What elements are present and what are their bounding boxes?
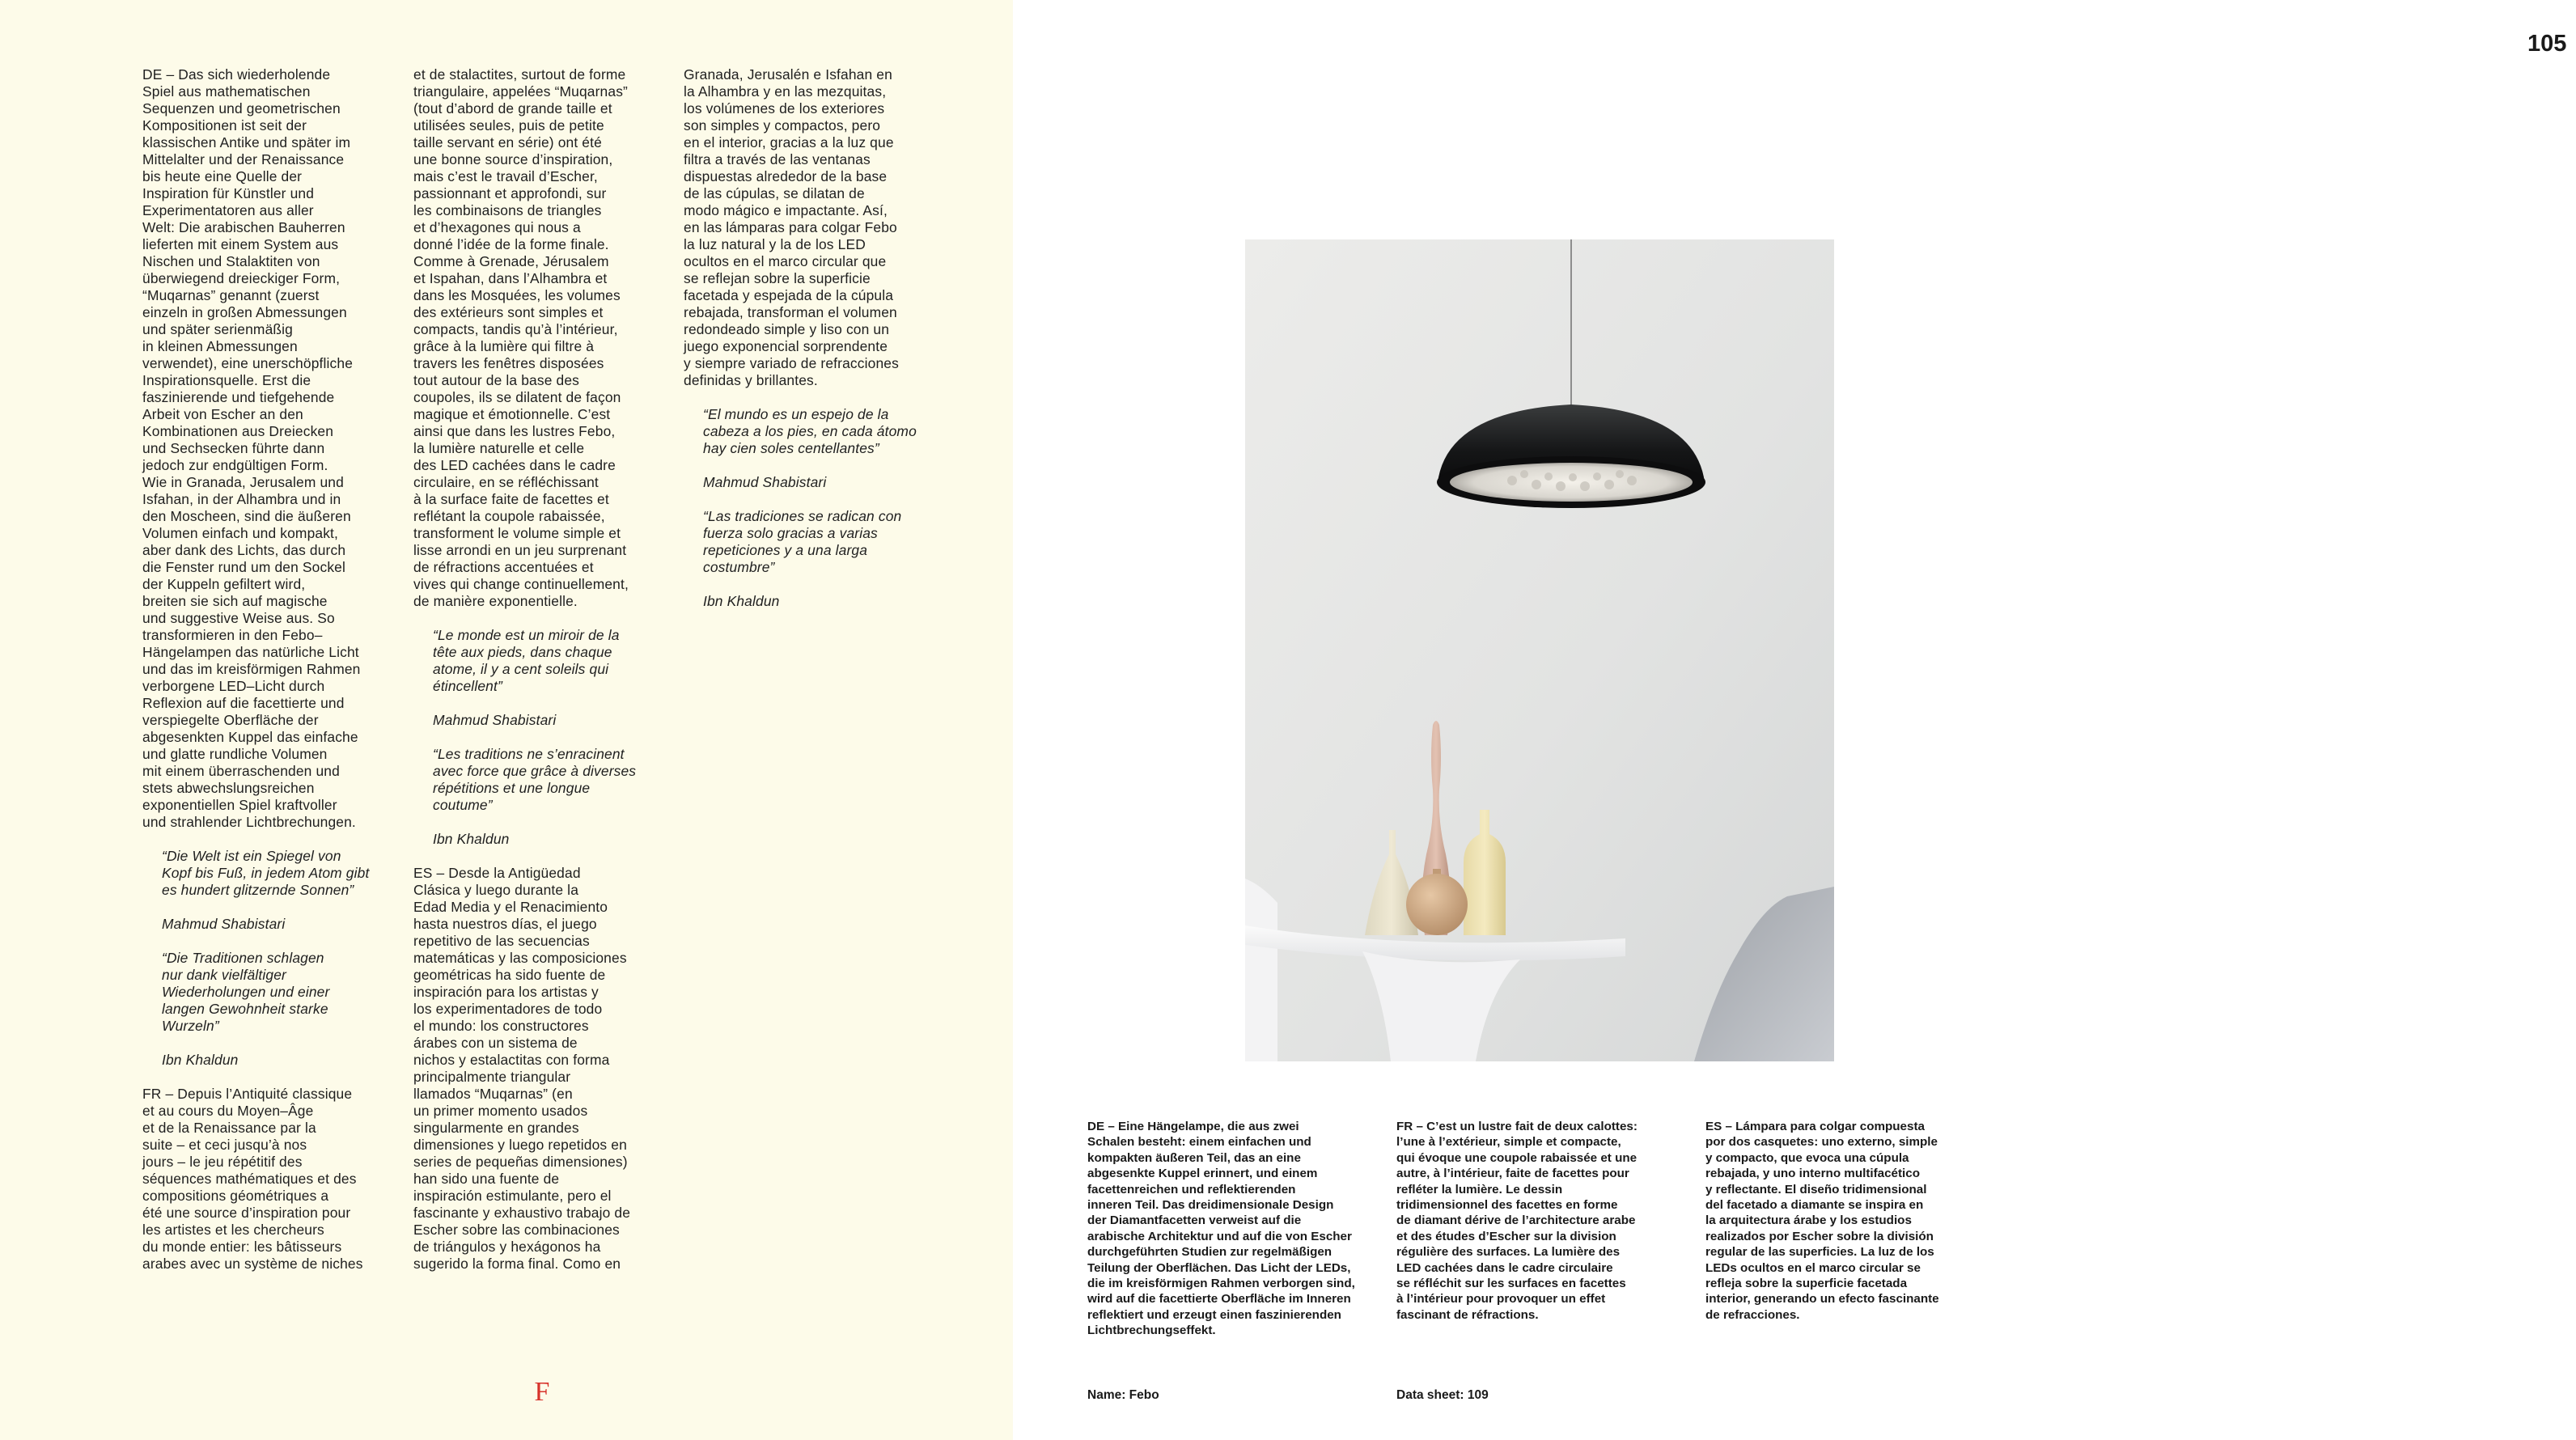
quote-paragraph: Ibn Khaldun xyxy=(162,1052,239,1068)
quote-paragraph: Ibn Khaldun xyxy=(703,593,780,609)
quote-paragraph: Ibn Khaldun xyxy=(433,831,510,847)
quote-paragraph: “El mundo es un espejo de la cabeza a los pies, en cada átomo hay cien soles centellantes” xyxy=(703,406,917,456)
quote-paragraph: Mahmud Shabistari xyxy=(703,474,827,490)
body-paragraph: DE – Das sich wiederholende Spiel aus mathematischen Sequenzen und geometrischen Kompositionen ist seit der klassischen Antike und später im Mittelalter und der Renaissance bis heute eine Quelle der Inspiration für Künstler und Experimentatoren aus aller Welt: Die arabischen Bauherren lieferten mit einem System aus Nischen und Stalaktiten von überwiegend dreieckiger Form, “Muqarnas” genannt (zuerst einzeln in großen Abmessungen und später serienmäßig in kleinen Abmessungen verwendet), eine unerschöpfliche Inspirationsquelle. Erst die faszinierende und tiefgehende Arbeit von Escher an den Kombinationen aus Dreiecken und Sechsecken führte dann jedoch zur endgültigen Form. Wie in Granada, Jerusalem und Isfahan, in der Alhambra und in den Moscheen, sind die äußeren Volumen einfach und kompakt, aber dank des Lichts, das durch die Fenster rund um den Sockel der Kuppeln gefiltert wird, breiten sie sich auf magische und suggestive Weise aus. So transformieren in den Febo– Hängelampen das natürliche Licht und das im kreisförmigen Rahmen verborgene LED–Licht durch Reflexion auf die facettierte und verspiegelte Oberfläche der abgesenkten Kuppel das einfache und glatte rundliche Volumen mit einem überraschenden und stets abwechslungsreichen exponentiellen Spiel kraftvoller und strahlender Lichtbrechungen. xyxy=(142,66,361,830)
quote-paragraph: “Die Traditionen schlagen nur dank vielfältiger Wiederholungen und einer langen Gewohnheit starke Wurzeln” xyxy=(162,950,330,1034)
page-number: 105 xyxy=(2527,31,2567,57)
quote-paragraph: Mahmud Shabistari xyxy=(433,712,557,728)
quote-paragraph: “Le monde est un miroir de la tête aux pieds, dans chaque atome, il y a cent soleils qui étincellent” xyxy=(433,627,620,694)
product-name: Name: Febo xyxy=(1087,1388,1159,1402)
body-paragraph: ES – Desde la Antigüedad Clásica y luego durante la Edad Media y el Renacimiento hasta nuestros días, el juego repetitivo de las secuencias matemáticas y las composiciones geométricas ha sido fuente de inspiración para los artistas y los experimentadores de todo el mundo: los constructores árabes con un sistema de nichos y estalactitas con forma principalmente triangular llamados “Muqarnas” (en un primer momento usados singularmente en grandes dimensiones y luego repetidos en series de pequeñas dimensiones) han sido una fuente de inspiración estimulante, pero el fascinante y exhaustivo trabajo de Escher sobre las combinaciones de triángulos y hexágonos ha sugerido la forma final. Como en xyxy=(413,865,631,1272)
caption-de: DE – Eine Hängelampe, die aus zwei Schalen besteht: einem einfachen und kompakten äußeren Teil, das an eine abgesenkte Kuppel erinnert, und einem facettenreichen und reflektierenden inneren Teil. Das dreidimensionale Design der Diamantfacetten verweist auf die arabische Architektur und auf die von Escher durchgeführten Studien zur regelmäßigen Teilung der Oberflächen. Das Licht der LEDs, die im kreisförmigen Rahmen verborgen sind, wird auf die facettierte Oberfläche im Inneren reflektiert und erzeugt einen faszinierenden Lichtbrechungseffekt. xyxy=(1087,1120,1355,1338)
quote-paragraph: “Las tradiciones se radican con fuerza solo gracias a varias repeticiones y a una larga costumbre” xyxy=(703,508,902,575)
product-photo-febo-pendant-lamp xyxy=(1245,239,1834,1061)
quote-paragraph: Mahmud Shabistari xyxy=(162,916,286,932)
text-column-1 xyxy=(142,66,403,1290)
caption-fr: FR – C’est un lustre fait de deux calottes: l’une à l’extérieur, simple et compacte, qui évoque une coupole rabaissée et une autre, à l’intérieur, faite de facettes pour refléter la lumière. Le dessin tridimensionnel des facettes en forme de diamant dérive de l’architecture arabe et des études d’Escher sur la division régulière des surfaces. La lumière des LED cachées dans le cadre circulaire se réfléchit sur les surfaces en facettes à l’intérieur pour provoquer un effet fascinant de réfractions. xyxy=(1396,1120,1638,1322)
quote-paragraph: “Die Welt ist ein Spiegel von Kopf bis Fuß, in jedem Atom gibt es hundert glitzernde Sonnen” xyxy=(162,848,370,898)
text-column-3 xyxy=(684,66,944,627)
data-sheet-reference: Data sheet: 109 xyxy=(1396,1388,1489,1402)
quote-paragraph: “Les traditions ne s’enracinent avec force que grâce à diverses répétitions et une longue coutume” xyxy=(433,746,637,813)
text-column-2 xyxy=(413,66,674,1290)
caption-es: ES – Lámpara para colgar compuesta por dos casquetes: uno externo, simple y compacto, que evoca una cúpula rebajada, y uno interno multifacético y reflectante. El diseño tridimensional del facetado a diamante se inspira en la arquitectura árabe y los estudios realizados por Escher sobre la división regular de las superficies. La luz de los LEDs ocultos en el marco circular se refleja sobre la superficie facetada interior, generando un efecto fascinante de refracciones. xyxy=(1705,1120,1939,1322)
body-paragraph: et de stalactites, surtout de forme triangulaire, appelées “Muqarnas” (tout d’abord de grande taille et utilisées seules, puis de petite taille servant en série) ont été une bonne source d’inspiration, mais c’est le travail d’Escher, passionnant et approfondi, sur les combinaisons de triangles et d’hexagones qui nous a donné l’idée de la forme finale. Comme à Grenade, Jérusalem et Ispahan, dans l’Alhambra et dans les Mosquées, les volumes des extérieurs sont simples et compacts, tandis qu’à l’intérieur, grâce à la lumière qui filtre à travers les fenêtres disposées tout autour de la base des coupoles, ils se dilatent de façon magique et émotionnelle. C’est ainsi que dans les lustres Febo, la lumière naturelle et celle des LED cachées dans le cadre circulaire, en se réfléchissant à la surface faite de facettes et reflétant la coupole rabaissée, transforment le volume simple et lisse arrondi en un jeu surprenant de réfractions accentuées et vives qui change continuellement, de manière exponentielle. xyxy=(413,66,629,609)
left-page xyxy=(0,0,1013,1440)
brand-logo-mark: F xyxy=(534,1377,550,1407)
body-paragraph: Granada, Jerusalén e Isfahan en la Alhambra y en las mezquitas, los volúmenes de los exteriores son simples y compactos, pero en el interior, gracias a la luz que filtra a través de las ventanas dispuestas alrededor de la base de las cúpulas, se dilatan de modo mágico e impactante. Así, en las lámparas para colgar Febo la luz natural y la de los LED ocultos en el marco circular que se reflejan sobre la superficie facetada y espejada de la cúpula rebajada, transforman el volumen redondeado simple y liso con un juego exponencial sorprendente y siempre variado de refracciones definidas y brillantes. xyxy=(684,66,899,388)
body-paragraph: FR – Depuis l’Antiquité classique et au cours du Moyen–Âge et de la Renaissance par la suite – et ceci jusqu’à nos jours – le jeu répétitif des séquences mathématiques et des compositions géométriques a été une source d’inspiration pour les artistes et les chercheurs du monde entier: les bâtisseurs arabes avec un système de niches xyxy=(142,1086,363,1272)
